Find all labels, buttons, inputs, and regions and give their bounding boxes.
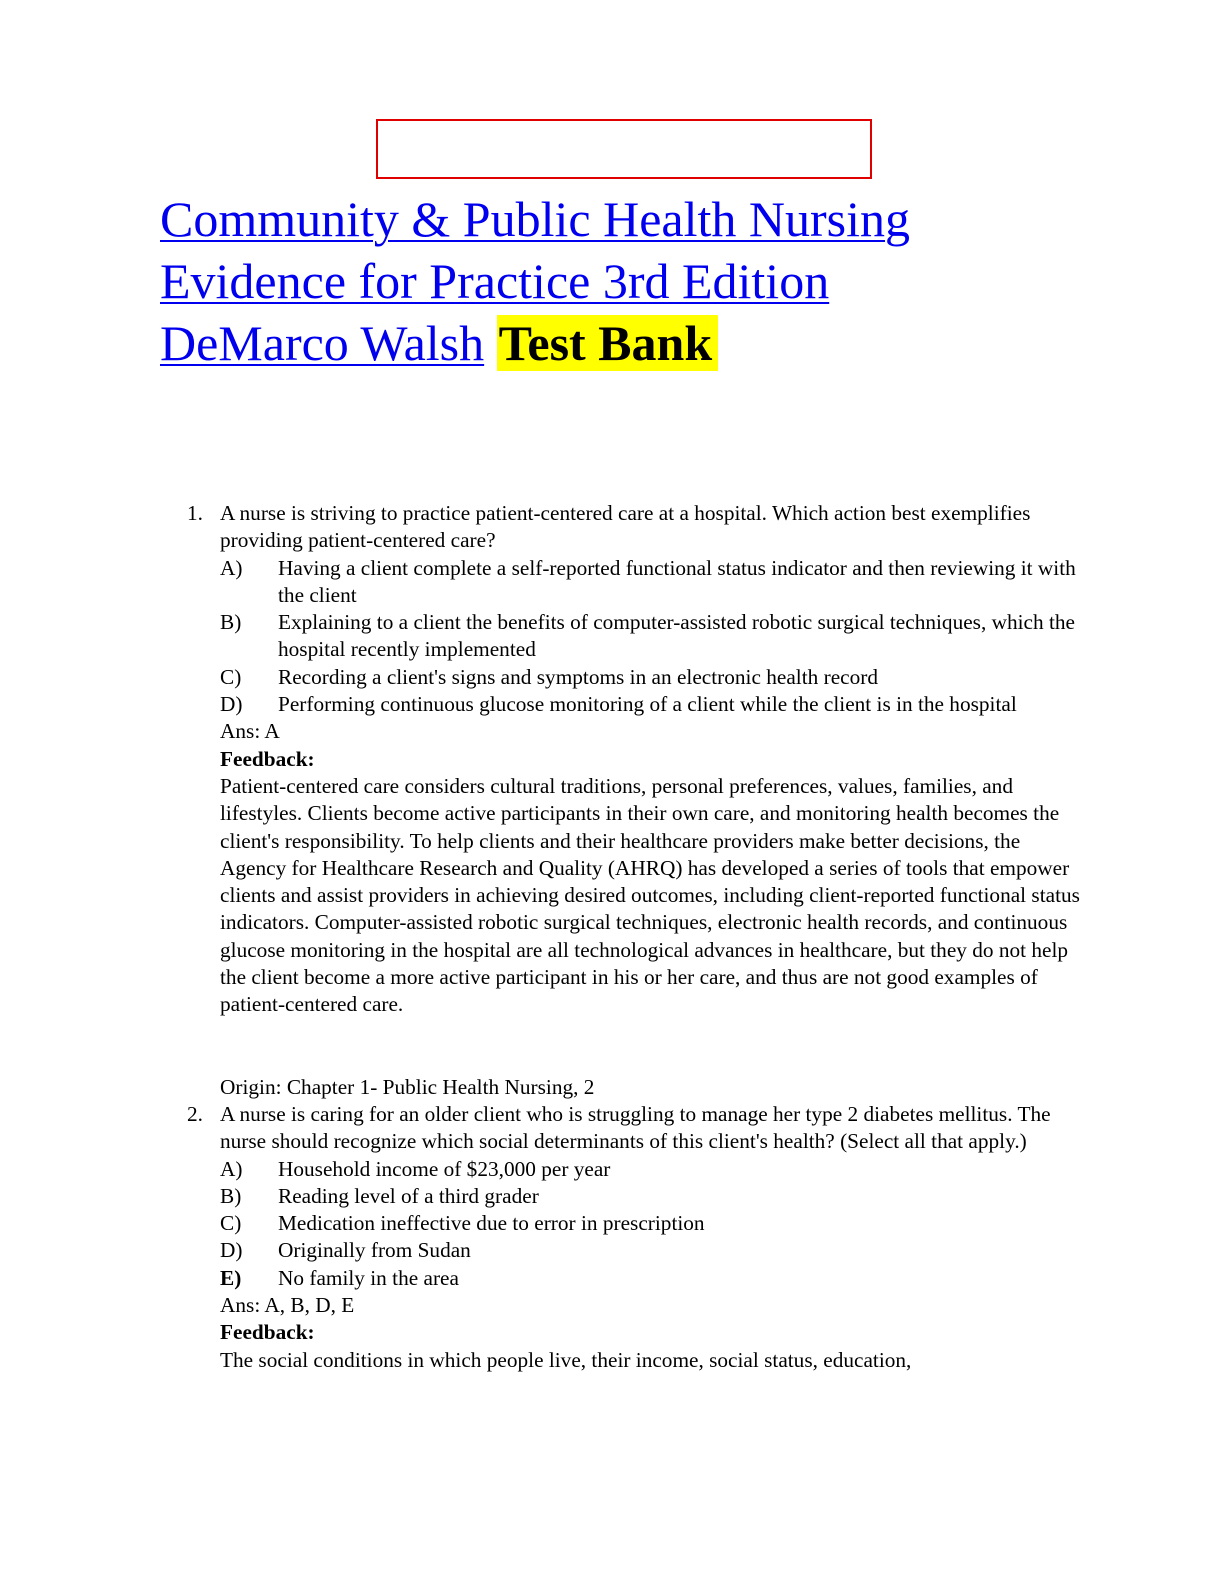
option-letter: B) [220, 1183, 242, 1208]
option-text: Reading level of a third grader [278, 1183, 539, 1208]
question-2 [187, 1101, 1087, 1374]
option-letter: E) [220, 1265, 242, 1290]
title-link-line-3[interactable]: DeMarco Walsh [160, 315, 485, 371]
red-outline-box [376, 119, 872, 179]
option-c [220, 664, 1087, 691]
option-b [220, 609, 1087, 664]
option-e [220, 1265, 1087, 1292]
question-number: 1. [187, 501, 203, 525]
document-title [160, 188, 1120, 374]
title-link-line-1[interactable]: Community & Public Health Nursing [160, 191, 910, 247]
option-letter: C) [220, 664, 242, 689]
title-link-line-2[interactable]: Evidence for Practice 3rd Edition [160, 253, 830, 309]
option-text: Performing continuous glucose monitoring of a client while the client is in the hospital [278, 692, 1017, 717]
option-c [220, 1210, 1087, 1237]
option-letter: B) [220, 610, 242, 635]
option-letter: C) [220, 1211, 242, 1236]
option-text: Medication ineffective due to error in prescription [278, 1211, 705, 1236]
question-list [187, 500, 1087, 1374]
option-b [220, 1183, 1087, 1210]
question-1 [187, 500, 1087, 1101]
answer: Ans: A [220, 719, 280, 744]
option-a [220, 555, 1087, 610]
option-text: Originally from Sudan [278, 1238, 471, 1263]
feedback-heading: Feedback: [220, 746, 315, 771]
option-letter: A) [220, 555, 243, 580]
feedback-text: The social conditions in which people live, their income, social status, education, [220, 1347, 912, 1372]
option-d [220, 691, 1087, 718]
option-text: Household income of $23,000 per year [278, 1156, 611, 1181]
option-letter: D) [220, 1238, 243, 1263]
option-text: Recording a client's signs and symptoms in an electronic health record [278, 664, 878, 689]
origin: Origin: Chapter 1- Public Health Nursing, 2 [220, 1074, 595, 1099]
option-a [220, 1156, 1087, 1183]
question-text: A nurse is striving to practice patient-centered care at a hospital. Which action best exemplifies providing patient-centered care? [220, 501, 1031, 553]
question-text: A nurse is caring for an older client who is struggling to manage her type 2 diabetes mellitus. The nurse should recognize which social determinants of this client's health? (Select all that apply.) [220, 1101, 1051, 1154]
option-letter: A) [220, 1156, 243, 1181]
feedback-text: Patient-centered care considers cultural traditions, personal preferences, values, families, and lifestyles. Clients become active participants in their own care, and monitoring health becomes the client's responsibility. To help clients and their healthcare providers make better decisions, the Agency for Healthcare Research and Quality (AHRQ) has developed a series of tools that empower clients and assist providers in achieving desired outcomes, including client-reported functional status indicators. Computer-assisted robotic surgical techniques, electronic health records, and continuous glucose monitoring in the hospital are all technological advances in healthcare, but they do not help the client become a more active participant in his or her care, and thus are not good examples of patient-centered care. [220, 773, 1080, 1017]
question-number: 2. [187, 1101, 203, 1126]
option-d [220, 1237, 1087, 1264]
answer: Ans: A, B, D, E [220, 1293, 355, 1318]
option-text: Having a client complete a self-reported functional status indicator and then reviewing it with the client [278, 555, 1076, 607]
option-text: Explaining to a client the benefits of computer-assisted robotic surgical techniques, which the hospital recently implemented [278, 610, 1076, 662]
test-bank-highlight: Test Bank [497, 315, 719, 371]
option-text: No family in the area [278, 1265, 459, 1290]
feedback-heading: Feedback: [220, 1320, 315, 1345]
option-letter: D) [220, 692, 243, 717]
